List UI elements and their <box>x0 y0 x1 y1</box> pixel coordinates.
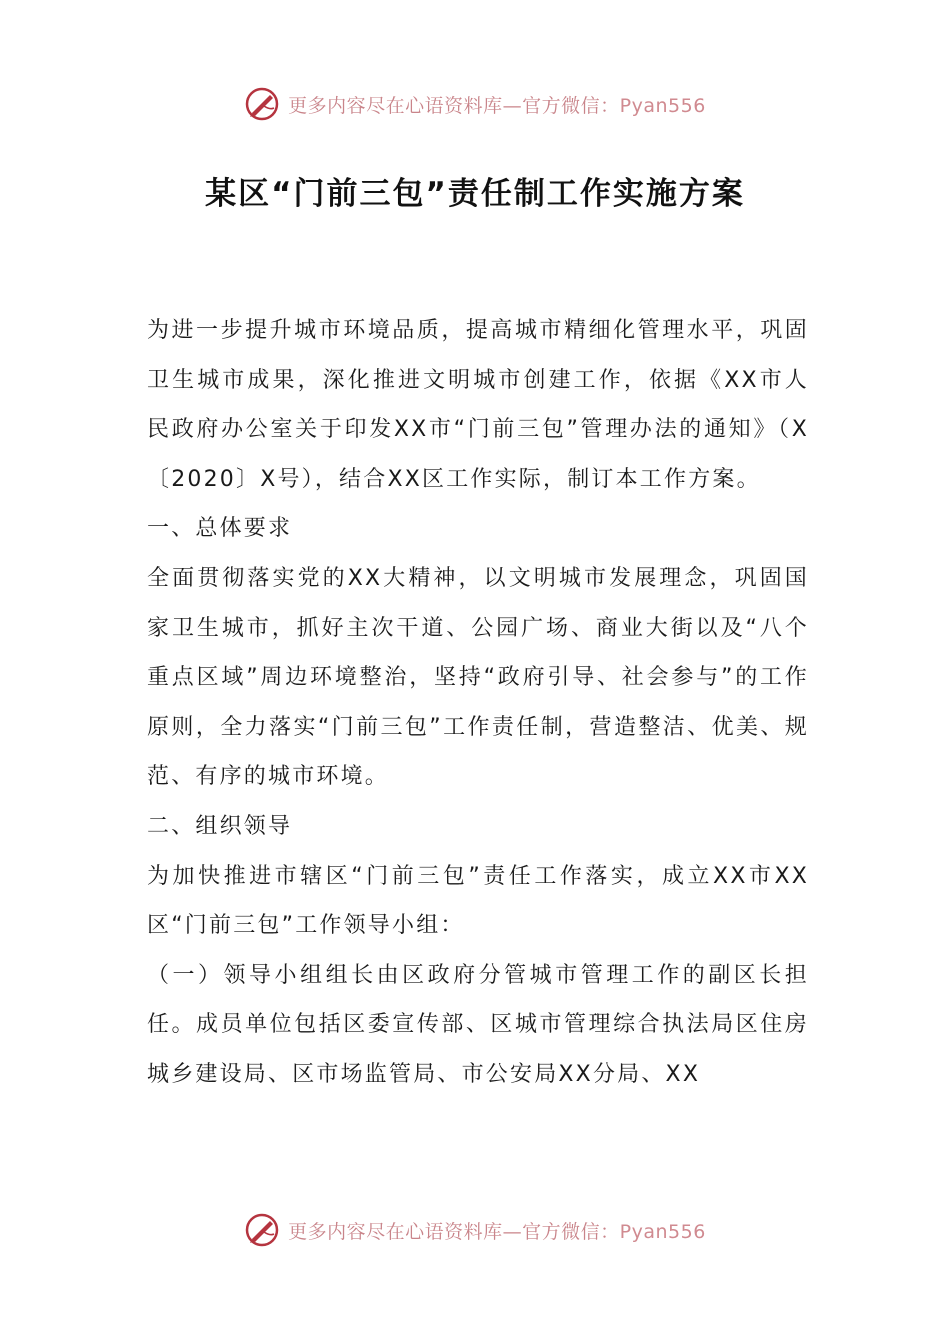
pen-seal-icon <box>244 86 280 122</box>
watermark-header <box>0 82 950 126</box>
pen-seal-icon <box>244 1212 280 1248</box>
paragraph-organization: 为加快推进市辖区“门前三包”责任工作落实，成立XX市XX区“门前三包”工作领导小组： <box>147 863 809 939</box>
section-heading-organization: 二、组织领导 <box>147 813 293 839</box>
paragraph-general-requirements: 全面贯彻落实党的XX大精神，以文明城市发展理念，巩固国家卫生城市，抓好主次干道、公园广场、商业大街以及“八个重点区域”周边环境整治，坚持“政府引导、社会参与”的工作原则，全力落实“门前三包”工作责任制，营造整洁、优美、规范、有序的城市环境。 <box>147 565 809 790</box>
watermark-wechat-id: Pyan556 <box>619 1220 706 1243</box>
paragraph-intro: 为进一步提升城市环境品质，提高城市精细化管理水平，巩固卫生城市成果，深化推进文明城市创建工作，依据《XX市人民政府办公室关于印发XX市“门前三包”管理办法的通知》（X〔2020〕X号），结合XX区工作实际，制订本工作方案。 <box>147 318 809 492</box>
section-heading-general-requirements: 一、总体要求 <box>147 516 293 542</box>
watermark-wechat-id: Pyan556 <box>619 94 706 117</box>
paragraph-leadership-group: （一）领导小组组长由区政府分管城市管理工作的副区长担任。成员单位包括区委宣传部、区城市管理综合执法局区住房城乡建设局、区市场监管局、市公安局XX分局、XX <box>147 962 809 1087</box>
watermark-footer <box>0 1208 950 1252</box>
watermark-label: 更多内容尽在心语资料库—官方微信： <box>288 94 620 117</box>
document-body <box>147 306 809 1100</box>
watermark-text <box>288 91 706 118</box>
watermark-text <box>288 1217 706 1244</box>
document-title: 某区“门前三包”责任制工作实施方案 <box>205 176 745 212</box>
watermark-label: 更多内容尽在心语资料库—官方微信： <box>288 1220 620 1243</box>
